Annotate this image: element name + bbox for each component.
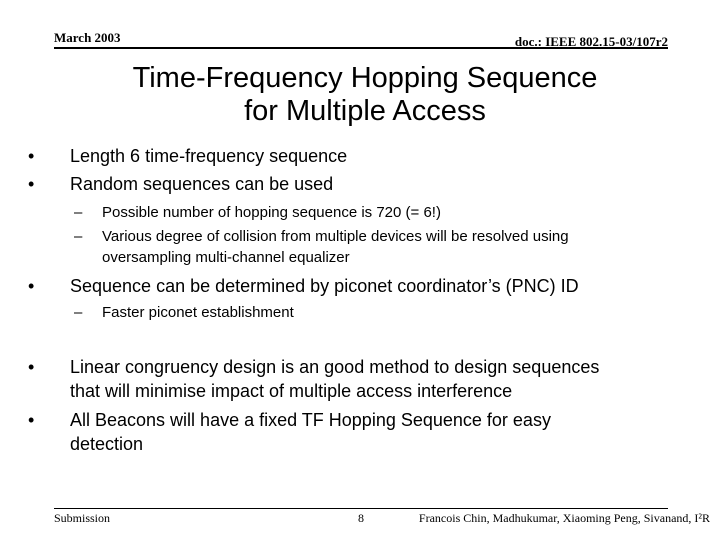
sub-bullet-item (74, 302, 674, 323)
sub-bullet-marker: – (74, 228, 83, 245)
bullet-item (28, 172, 678, 196)
bullet-marker: • (28, 410, 35, 430)
bullet-item (28, 274, 678, 298)
bullet-text-line-2: detection (70, 434, 144, 454)
sub-bullet-item (74, 202, 674, 223)
sub-bullet-text: Faster piconet establishment (102, 304, 294, 321)
sub-bullet-marker: – (74, 304, 83, 321)
bullet-text: Random sequences can be used (70, 174, 334, 194)
header-document-id: doc.: IEEE 802.15-03/107r2 (514, 34, 668, 49)
bullet-text: Length 6 time-frequency sequence (70, 146, 348, 166)
footer-authors: Francois Chin, Madhukumar, Xiaoming Peng, Sivanand, I²R (418, 511, 710, 525)
slide-title-line-1: Time-Frequency Hopping Sequence (132, 62, 598, 94)
bullet-item (28, 355, 678, 403)
bullet-marker: • (28, 357, 35, 377)
footer-submission: Submission (54, 511, 111, 525)
footer-page-number: 8 (358, 511, 364, 525)
sub-bullet-item (74, 226, 674, 268)
sub-bullet-text-line-2: oversampling multi-channel equalizer (102, 249, 350, 266)
header-date: March 2003 (54, 30, 121, 45)
bullet-text: Sequence can be determined by piconet coordinator’s (PNC) ID (70, 276, 579, 296)
footer-divider (54, 508, 668, 509)
bullet-item (28, 144, 678, 168)
bullet-marker: • (28, 174, 35, 194)
slide-title-line-2: for Multiple Access (244, 95, 486, 127)
bullet-marker: • (28, 276, 35, 296)
sub-bullet-marker: – (74, 204, 83, 221)
bullet-text-line-1: All Beacons will have a fixed TF Hopping Sequence for easy (70, 410, 551, 430)
bullet-item (28, 408, 678, 456)
bullet-text-line-2: that will minimise impact of multiple access interference (70, 381, 513, 401)
bullet-text-line-1: Linear congruency design is an good method to design sequences (70, 357, 600, 377)
bullet-marker: • (28, 146, 35, 166)
sub-bullet-text: Possible number of hopping sequence is 720 (= 6!) (102, 204, 441, 221)
sub-bullet-text-line-1: Various degree of collision from multiple devices will be resolved using (102, 228, 569, 245)
